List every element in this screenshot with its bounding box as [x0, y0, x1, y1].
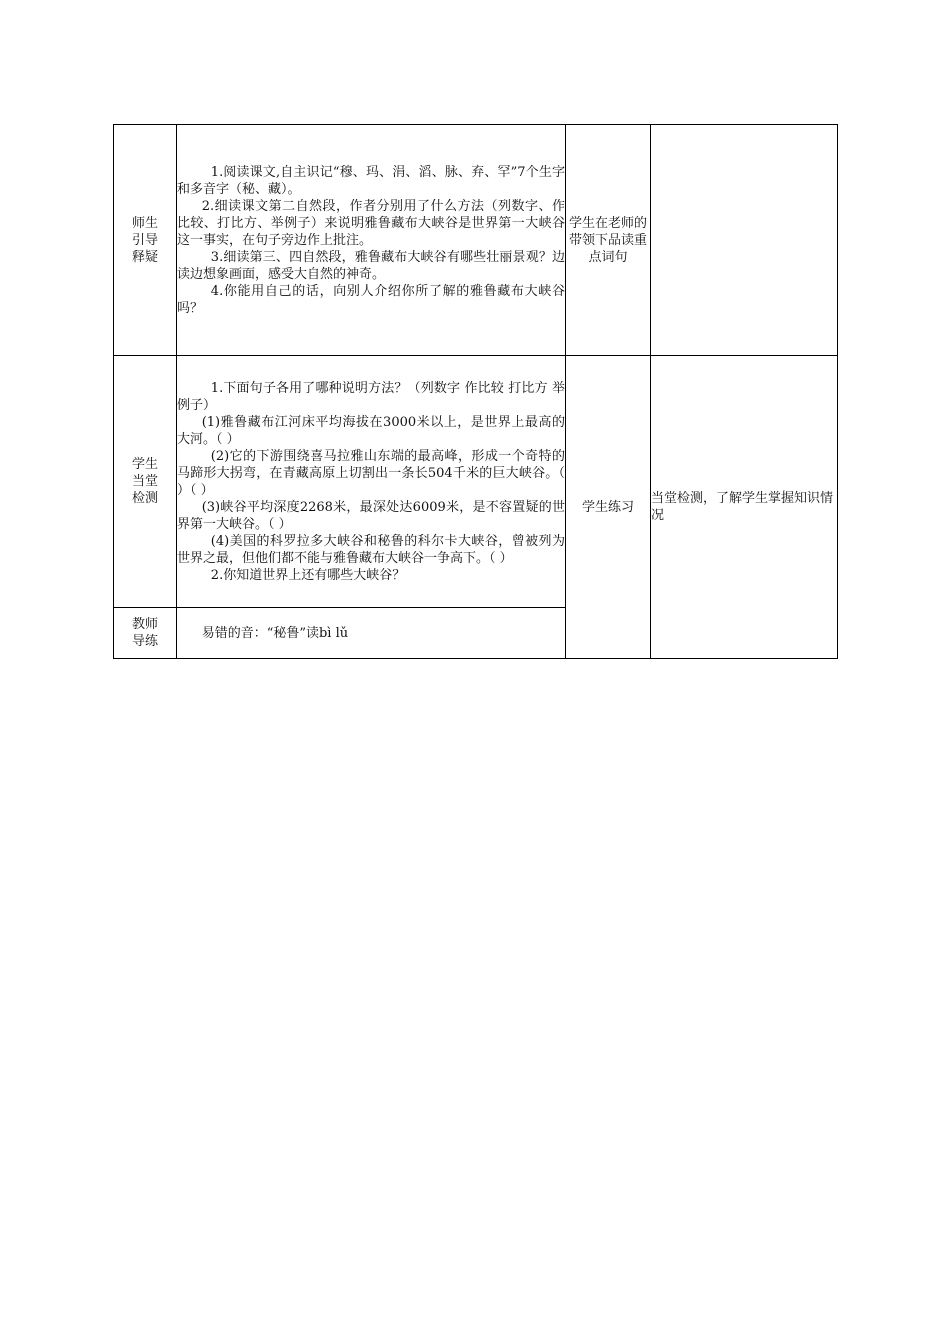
guide-item-2: 2.细读课文第二自然段，作者分别用了什么方法（列数字、作比较、打比方、举例子）来说明雅鲁藏布大峡谷是世界第一大峡谷这一事实，在句子旁边作上批注。 [177, 198, 565, 248]
row-label-check: 学生 当堂 检测 [114, 356, 177, 608]
guide-purpose [651, 125, 838, 356]
table-row [114, 356, 838, 608]
practice-content [177, 608, 566, 659]
check-question-1: 1.下面句子各用了哪种说明方法？（列数字 作比较 打比方 举例子） [177, 380, 565, 413]
guide-item-4: 4.你能用自己的话，向别人介绍你所了解的雅鲁藏布大峡谷吗？ [177, 283, 565, 316]
lesson-plan-table [113, 124, 838, 659]
guide-student-activity: 学生在老师的带领下品读重点词句 [566, 125, 651, 356]
guide-content [177, 125, 566, 356]
check-question-2: 2.你知道世界上还有哪些大峡谷？ [210, 567, 406, 583]
guide-item-1: 1.阅读课文,自主识记“穆、玛、涓、滔、脉、弃、罕”7个生字和多音字（秘、藏）。 [177, 164, 565, 197]
check-content [177, 356, 566, 608]
table-row [114, 125, 838, 356]
check-sentence-4: (4)美国的科罗拉多大峡谷和秘鲁的科尔卡大峡谷，曾被列为世界之最，但他们都不能与雅鲁藏布大峡谷一争高下。（ ） [177, 533, 565, 566]
check-sentence-3: (3)峡谷平均深度2268米，最深处达6009米，是不容置疑的世界第一大峡谷。（ ） [177, 499, 565, 532]
check-student-activity: 学生练习 [566, 356, 651, 659]
check-purpose: 当堂检测，了解学生掌握知识情况 [651, 356, 838, 659]
check-sentence-2: (2)它的下游围绕喜马拉雅山东端的最高峰，形成一个奇特的马蹄形大拐弯，在青藏高原上切割出一条长504千米的巨大峡谷。（ ）（ ） [177, 448, 565, 498]
row-label-guide: 师生 引导 释疑 [114, 125, 177, 356]
check-sentence-1: (1)雅鲁藏布江河床平均海拔在3000米以上，是世界上最高的大河。（ ） [177, 414, 565, 447]
guide-item-3: 3.细读第三、四自然段，雅鲁藏布大峡谷有哪些壮丽景观？边读边想象画面，感受大自然的神奇。 [177, 249, 565, 282]
row-label-practice: 教师 导练 [114, 608, 177, 659]
practice-note: 易错的音：“秘鲁”读bì lǔ [201, 625, 349, 641]
